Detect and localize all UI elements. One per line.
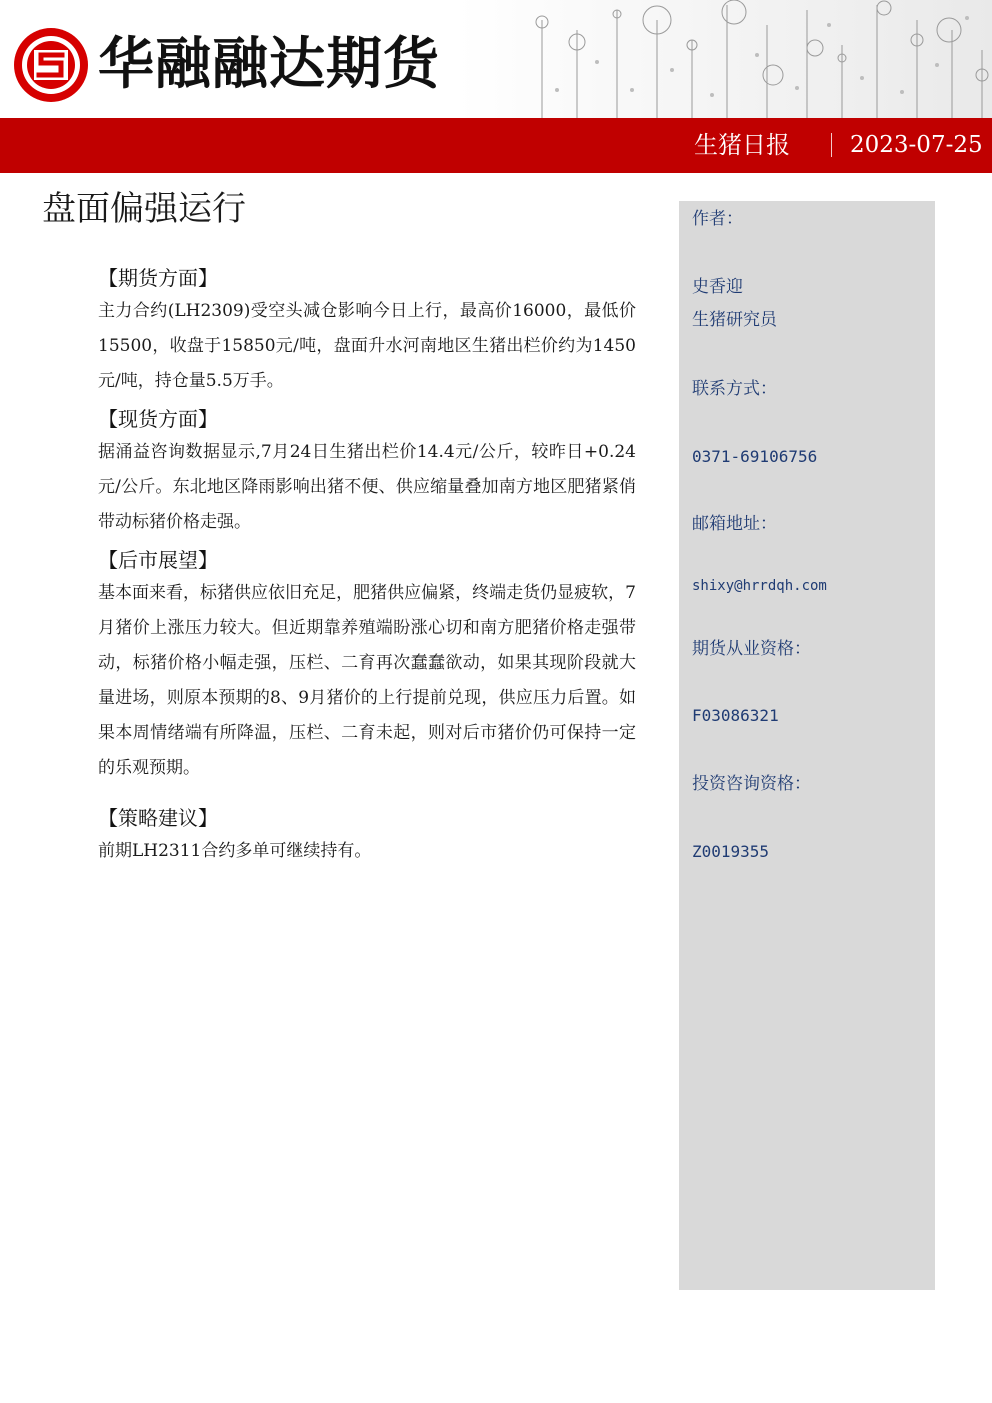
report-date: 2023-07-25 xyxy=(850,132,983,158)
author-label: 作者： xyxy=(692,209,743,229)
futures-cert-number: F03086321 xyxy=(692,706,779,725)
author-sidebar xyxy=(679,201,935,1290)
author-name: 史香迎 xyxy=(692,277,743,297)
section-heading-futures: 【期货方面】 xyxy=(98,266,218,290)
report-type: 生猪日报 xyxy=(694,131,790,159)
phone-number: 0371-69106756 xyxy=(692,447,818,466)
company-name: 华融融达期货 xyxy=(98,32,440,97)
main-content xyxy=(98,258,636,869)
author-title: 生猪研究员 xyxy=(692,310,777,330)
email-label: 邮箱地址： xyxy=(692,514,777,534)
section-heading-outlook: 【后市展望】 xyxy=(98,548,218,572)
email-address[interactable]: shixy@hrrdqh.com xyxy=(692,578,827,594)
section-paragraph-outlook: 基本面来看，标猪供应依旧充足，肥猪供应偏紧，终端走货仍显疲软，7月猪价上涨压力较大。但近期靠养殖端盼涨心切和南方肥猪价格走强带动，标猪价格小幅走强，压栏、二育再次蠢蠢欲动，如果其现阶段就大量进场，则原本预期的8、9月猪价的上行提前兑现，供应压力后置。如果本周情绪端有所降温，压栏、二育未起，则对后市猪价仍可保持一定的乐观预期。 xyxy=(98,583,636,778)
section-paragraph-spot: 据涌益咨询数据显示,7月24日生猪出栏价14.4元/公斤，较昨日+0.24元/公斤。东北地区降雨影响出猪不便、供应缩量叠加南方地区肥猪紧俏带动标猪价格走强。 xyxy=(98,442,636,532)
page-title: 盘面偏强运行 xyxy=(42,189,246,229)
section-paragraph-strategy: 前期LH2311合约多单可继续持有。 xyxy=(98,841,372,861)
contact-label: 联系方式： xyxy=(692,379,777,399)
advisory-cert-number: Z0019355 xyxy=(692,842,770,861)
abstract-lines-decoration-icon xyxy=(457,0,992,118)
advisory-cert-label: 投资咨询资格： xyxy=(692,774,811,794)
company-logo-icon xyxy=(12,26,90,104)
section-heading-spot: 【现货方面】 xyxy=(98,407,218,431)
header-band xyxy=(0,118,992,173)
futures-cert-label: 期货从业资格： xyxy=(692,639,811,659)
page-header xyxy=(0,0,992,118)
header-divider xyxy=(831,133,832,157)
section-paragraph-futures: 主力合约(LH2309)受空头减仓影响今日上行，最高价16000，最低价15500，收盘于15850元/吨，盘面升水河南地区生猪出栏价约为1450元/吨，持仓量5.5万手。 xyxy=(98,301,636,391)
section-heading-strategy: 【策略建议】 xyxy=(98,806,218,830)
